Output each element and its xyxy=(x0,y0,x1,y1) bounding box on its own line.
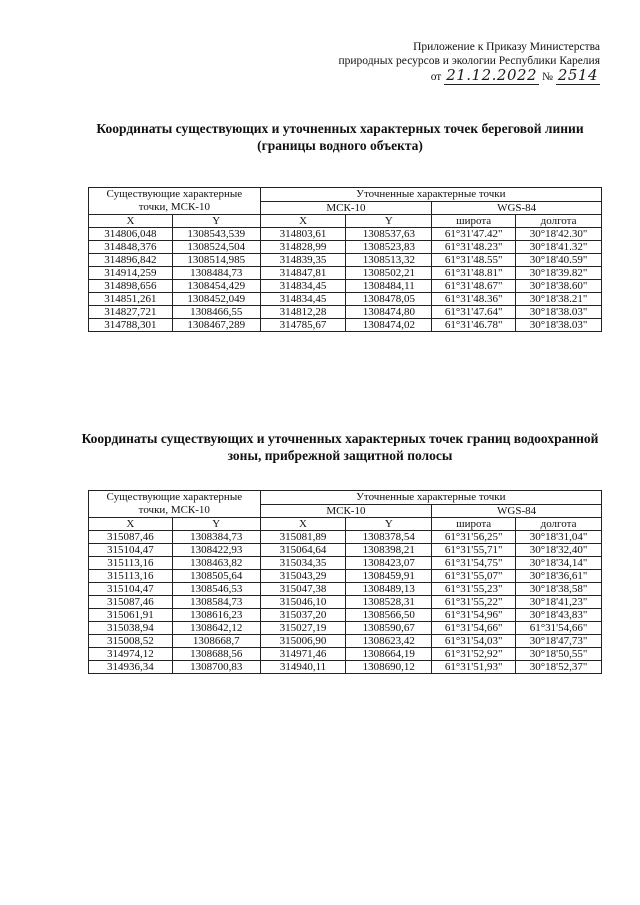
cell-x-existing: 315104,47 xyxy=(89,583,173,596)
cell-latitude: 61°31'54,66" xyxy=(432,622,516,635)
cell-y-refined: 1308513,32 xyxy=(346,254,432,267)
section-1-title: Координаты существующих и уточненных характерных точек береговой линии (границы водного объекта) xyxy=(96,121,584,153)
cell-y-refined: 1308502,21 xyxy=(346,267,432,280)
cell-y-existing: 1308384,73 xyxy=(172,531,260,544)
cell-y-refined: 1308523,83 xyxy=(346,241,432,254)
cell-x-existing: 315038,94 xyxy=(89,622,173,635)
cell-y-refined: 1308378,54 xyxy=(346,531,432,544)
header-line-2: природных ресурсов и экологии Республики Карелия xyxy=(338,55,600,67)
header-msk10: МСК-10 xyxy=(260,201,432,215)
table-row xyxy=(89,583,602,596)
cell-x-refined: 314834,45 xyxy=(260,293,346,306)
cell-y-existing: 1308584,73 xyxy=(172,596,260,609)
cell-longitude: 30°18'52,37" xyxy=(516,661,602,674)
header-y: Y xyxy=(172,518,260,531)
cell-y-refined: 1308537,63 xyxy=(346,228,432,241)
header-y-refined: Y xyxy=(346,215,432,228)
protection-zone-table-body xyxy=(89,531,602,674)
cell-longitude: 30°18'41.32" xyxy=(516,241,602,254)
header-x: X xyxy=(89,518,173,531)
from-label: от xyxy=(430,71,442,83)
cell-longitude: 30°18'47,73" xyxy=(516,635,602,648)
cell-latitude: 61°31'56,25" xyxy=(432,531,516,544)
cell-latitude: 61°31'54,96" xyxy=(432,609,516,622)
cell-latitude: 61°31'46.78" xyxy=(432,319,516,332)
cell-x-refined: 315047,38 xyxy=(260,583,346,596)
table-row xyxy=(89,306,602,319)
cell-x-existing: 314896,842 xyxy=(89,254,173,267)
header-x: X xyxy=(89,215,173,228)
cell-longitude: 30°18'38.03" xyxy=(516,319,602,332)
cell-latitude: 61°31'54,75" xyxy=(432,557,516,570)
cell-y-refined: 1308459,91 xyxy=(346,570,432,583)
cell-longitude: 30°18'34,14" xyxy=(516,557,602,570)
cell-y-refined: 1308474,02 xyxy=(346,319,432,332)
cell-y-refined: 1308690,12 xyxy=(346,661,432,674)
cell-latitude: 61°31'55,22" xyxy=(432,596,516,609)
cell-x-existing: 315113,16 xyxy=(89,570,173,583)
cell-y-refined: 1308484,11 xyxy=(346,280,432,293)
cell-y-existing: 1308466,55 xyxy=(172,306,260,319)
cell-y-existing: 1308524,504 xyxy=(172,241,260,254)
cell-y-existing: 1308668,7 xyxy=(172,635,260,648)
cell-y-existing: 1308616,23 xyxy=(172,609,260,622)
cell-x-refined: 315064,64 xyxy=(260,544,346,557)
section-2-title: Координаты существующих и уточненных характерных точек границ водоохранной зоны, прибрежной защитной полосы xyxy=(81,431,599,463)
cell-y-existing: 1308514,985 xyxy=(172,254,260,267)
header-longitude: долгота xyxy=(516,518,602,531)
cell-longitude: 30°18'40.59" xyxy=(516,254,602,267)
cell-x-existing: 314898,656 xyxy=(89,280,173,293)
cell-y-existing: 1308543,539 xyxy=(172,228,260,241)
table-row xyxy=(89,293,602,306)
cell-x-refined: 314828,99 xyxy=(260,241,346,254)
handwritten-number: 2514 xyxy=(557,66,598,84)
cell-x-existing: 315087,46 xyxy=(89,531,173,544)
header-x-refined: X xyxy=(260,518,346,531)
cell-longitude: 30°18'38.21" xyxy=(516,293,602,306)
cell-x-refined: 314785,67 xyxy=(260,319,346,332)
cell-latitude: 61°31'54,03" xyxy=(432,635,516,648)
cell-x-refined: 314803,61 xyxy=(260,228,346,241)
table-row xyxy=(89,596,602,609)
cell-x-existing: 315008,52 xyxy=(89,635,173,648)
header-line-3 xyxy=(270,68,600,84)
cell-y-existing: 1308546,53 xyxy=(172,583,260,596)
cell-y-refined: 1308590,67 xyxy=(346,622,432,635)
table-row xyxy=(89,635,602,648)
cell-latitude: 61°31'48.67" xyxy=(432,280,516,293)
cell-longitude: 61°31'54,66" xyxy=(516,622,602,635)
cell-y-refined: 1308398,21 xyxy=(346,544,432,557)
table-row xyxy=(89,570,602,583)
table-row xyxy=(89,241,602,254)
cell-y-existing: 1308688,56 xyxy=(172,648,260,661)
cell-x-existing: 314851,261 xyxy=(89,293,173,306)
shoreline-coordinates-table xyxy=(88,187,602,332)
cell-y-refined: 1308566,50 xyxy=(346,609,432,622)
table-row xyxy=(89,228,602,241)
cell-x-existing: 314974,12 xyxy=(89,648,173,661)
cell-x-refined: 315034,35 xyxy=(260,557,346,570)
cell-x-refined: 315046,10 xyxy=(260,596,346,609)
cell-longitude: 30°18'43,83" xyxy=(516,609,602,622)
cell-x-existing: 315087,46 xyxy=(89,596,173,609)
table-row xyxy=(89,319,602,332)
cell-x-existing: 314806,048 xyxy=(89,228,173,241)
cell-y-existing: 1308484,73 xyxy=(172,267,260,280)
cell-x-existing: 315113,16 xyxy=(89,557,173,570)
cell-x-existing: 314788,301 xyxy=(89,319,173,332)
table-row xyxy=(89,544,602,557)
cell-x-refined: 314839,35 xyxy=(260,254,346,267)
cell-y-refined: 1308664,19 xyxy=(346,648,432,661)
cell-y-refined: 1308623,42 xyxy=(346,635,432,648)
cell-y-refined: 1308478,05 xyxy=(346,293,432,306)
table-row xyxy=(89,531,602,544)
cell-longitude: 30°18'39.82" xyxy=(516,267,602,280)
shoreline-table-body xyxy=(89,228,602,332)
header-latitude: широта xyxy=(432,215,516,228)
cell-x-refined: 314940,11 xyxy=(260,661,346,674)
cell-y-refined: 1308489,13 xyxy=(346,583,432,596)
cell-x-existing: 314914,259 xyxy=(89,267,173,280)
cell-y-existing: 1308700,83 xyxy=(172,661,260,674)
header-longitude: долгота xyxy=(516,215,602,228)
cell-longitude: 30°18'38,58" xyxy=(516,583,602,596)
cell-y-existing: 1308505,64 xyxy=(172,570,260,583)
cell-x-refined: 315043,29 xyxy=(260,570,346,583)
header-refined-points: Уточненные характерные точки xyxy=(260,188,601,202)
header-wgs84: WGS-84 xyxy=(432,201,602,215)
cell-x-refined: 314834,45 xyxy=(260,280,346,293)
cell-latitude: 61°31'48.81" xyxy=(432,267,516,280)
cell-x-refined: 314812,28 xyxy=(260,306,346,319)
cell-y-existing: 1308454,429 xyxy=(172,280,260,293)
cell-longitude: 30°18'31,04" xyxy=(516,531,602,544)
cell-longitude: 30°18'38.60" xyxy=(516,280,602,293)
table-row xyxy=(89,622,602,635)
table-row xyxy=(89,267,602,280)
cell-latitude: 61°31'47.64" xyxy=(432,306,516,319)
cell-y-refined: 1308423,07 xyxy=(346,557,432,570)
cell-y-existing: 1308452,049 xyxy=(172,293,260,306)
table-row xyxy=(89,254,602,267)
cell-longitude: 30°18'42.30" xyxy=(516,228,602,241)
cell-x-refined: 315027,19 xyxy=(260,622,346,635)
cell-x-existing: 315104,47 xyxy=(89,544,173,557)
table-row xyxy=(89,648,602,661)
cell-latitude: 61°31'55,07" xyxy=(432,570,516,583)
cell-x-existing: 314848,376 xyxy=(89,241,173,254)
cell-x-refined: 315081,89 xyxy=(260,531,346,544)
cell-longitude: 30°18'41,23" xyxy=(516,596,602,609)
header-existing-points: Существующие характерные точки, МСК-10 xyxy=(89,491,261,518)
cell-latitude: 61°31'48.55" xyxy=(432,254,516,267)
cell-y-refined: 1308474,80 xyxy=(346,306,432,319)
cell-latitude: 61°31'55,71" xyxy=(432,544,516,557)
header-wgs84: WGS-84 xyxy=(432,504,602,518)
cell-latitude: 61°31'55,23" xyxy=(432,583,516,596)
table-row xyxy=(89,609,602,622)
header-latitude: широта xyxy=(432,518,516,531)
cell-latitude: 61°31'51,93" xyxy=(432,661,516,674)
table-row xyxy=(89,661,602,674)
cell-longitude: 30°18'38.03" xyxy=(516,306,602,319)
table-row xyxy=(89,280,602,293)
header-refined-points: Уточненные характерные точки xyxy=(260,491,601,505)
document-header xyxy=(270,40,600,84)
handwritten-date: 21.12.2022 xyxy=(446,66,538,84)
cell-longitude: 30°18'36,61" xyxy=(516,570,602,583)
header-msk10: МСК-10 xyxy=(260,504,432,518)
cell-x-refined: 315037,20 xyxy=(260,609,346,622)
cell-y-existing: 1308467,289 xyxy=(172,319,260,332)
cell-longitude: 30°18'32,40" xyxy=(516,544,602,557)
header-y-refined: Y xyxy=(346,518,432,531)
cell-x-existing: 315061,91 xyxy=(89,609,173,622)
cell-latitude: 61°31'48.36" xyxy=(432,293,516,306)
cell-longitude: 30°18'50,55" xyxy=(516,648,602,661)
table-row xyxy=(89,557,602,570)
cell-x-existing: 314936,34 xyxy=(89,661,173,674)
number-label: № xyxy=(541,71,553,83)
water-protection-zone-table xyxy=(88,490,602,674)
cell-latitude: 61°31'52,92" xyxy=(432,648,516,661)
header-y: Y xyxy=(172,215,260,228)
header-existing-points: Существующие характерные точки, МСК-10 xyxy=(89,188,261,215)
cell-latitude: 61°31'48.23" xyxy=(432,241,516,254)
cell-x-refined: 315006,90 xyxy=(260,635,346,648)
cell-latitude: 61°31'47.42" xyxy=(432,228,516,241)
cell-y-refined: 1308528,31 xyxy=(346,596,432,609)
header-line-1: Приложение к Приказу Министерства xyxy=(413,41,600,53)
header-x-refined: X xyxy=(260,215,346,228)
cell-y-existing: 1308642,12 xyxy=(172,622,260,635)
cell-y-existing: 1308463,82 xyxy=(172,557,260,570)
cell-x-refined: 314847,81 xyxy=(260,267,346,280)
cell-x-existing: 314827,721 xyxy=(89,306,173,319)
cell-y-existing: 1308422,93 xyxy=(172,544,260,557)
cell-x-refined: 314971,46 xyxy=(260,648,346,661)
